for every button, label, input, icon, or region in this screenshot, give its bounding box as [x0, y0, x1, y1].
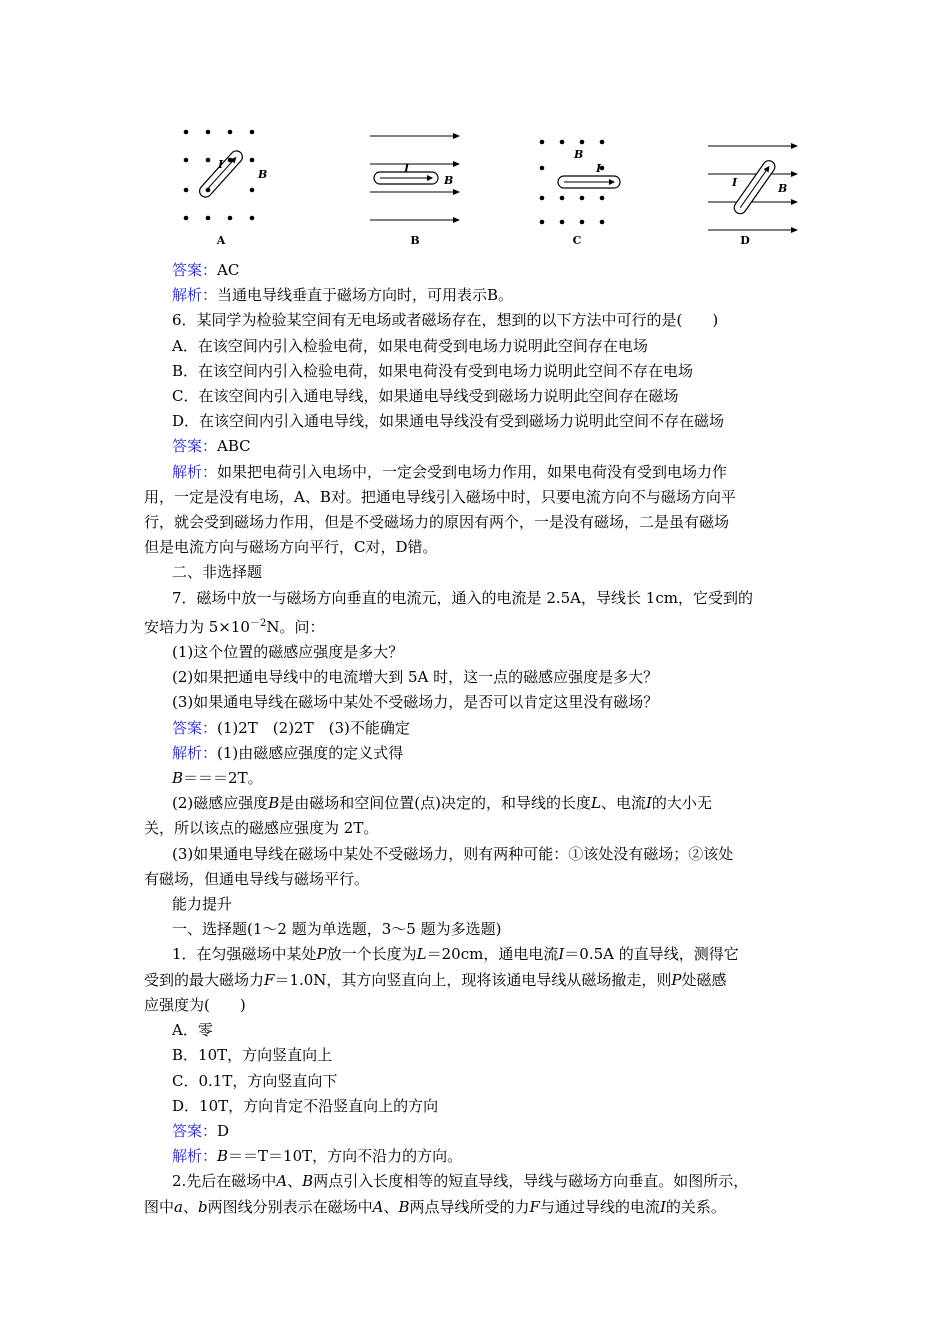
q7-sub-question-3: (3)如果通电导线在磁场中某处不受磁场力，是否可以肯定这里没有磁场？: [172, 693, 659, 712]
q6-option-a: A．在该空间内引入检验电荷，如果电荷受到电场力说明此空间存在电场: [172, 336, 648, 355]
p1-option-c: C．0.1T，方向竖直向下: [172, 1071, 338, 1090]
q7-sub-question-1: (1)这个位置的磁感应强度是多大？: [172, 643, 404, 662]
q6-option-d: D．在该空间内引入通电导线，如果通电导线没有受到磁场力说明此空间不存在磁场: [172, 412, 725, 431]
q6-analysis-line-2: 用，一定是没有电场，A、B对。把通电导线引入磁场中时，只要电流方向不与磁场方向平: [144, 487, 736, 506]
p1-option-d: D．10T，方向肯定不沿竖直向上的方向: [172, 1096, 439, 1115]
p1-stem-line-3: 应强度为( ): [144, 995, 246, 1014]
figure-c-caption: C: [572, 234, 582, 247]
p2-stem-line-2: 图中a、b两图线分别表示在磁场中A、B两点导线所受的力F与通过导线的电流I的关系。: [144, 1197, 726, 1216]
figure-c: [522, 118, 632, 258]
figure-a-field-label: B: [258, 168, 268, 181]
q6-analysis-line-3: 行，就会受到磁场力作用，但是不受磁场力的原因有两个，一是没有磁场，二是虽有磁场: [144, 513, 730, 532]
q6-option-b: B．在该空间内引入检验电荷，如果电荷没有受到电场力说明此空间不存在电场: [172, 361, 694, 380]
q6-analysis-line-4: 但是电流方向与磁场方向平行，C对，D错。: [144, 538, 438, 557]
figure-b-field-label: B: [444, 174, 454, 187]
figure-a: [166, 118, 276, 258]
q7-analysis-1: 解析：(1)由磁感应强度的定义式得: [172, 743, 404, 762]
figure-b: [360, 118, 470, 258]
figure-d: [690, 118, 800, 258]
p1-option-b: B．10T，方向竖直向上: [172, 1046, 333, 1065]
document-body: [144, 258, 814, 1220]
q7-answer: 答案：(1)2T (2)2T (3)不能确定: [172, 718, 410, 737]
figure-d-drawing: [690, 118, 800, 233]
p2-stem-line-1: 2.先后在磁场中A、B两点引入长度相等的短直导线，导线与磁场方向垂直。如图所示，: [172, 1172, 749, 1191]
q6-option-c: C．在该空间内引入通电导线，如果通电导线受到磁场力说明此空间存在磁场: [172, 387, 679, 406]
figure-b-current-label: I: [404, 162, 410, 175]
figure-a-caption: A: [216, 234, 226, 247]
q7-analysis-2-line-2: 关，所以该点的磁感应强度为 2T。: [144, 819, 379, 838]
q6-stem: 6．某同学为检验某空间有无电场或者磁场存在，想到的以下方法中可行的是( ): [172, 311, 719, 330]
q7-stem-line-2: 安培力为 $5\times 10^{-2}N$。问：: [144, 617, 325, 636]
q7-analysis-2-line-1: (2)磁感应强度B是由磁场和空间位置(点)决定的，和导线的长度L、电流I的大小无: [172, 794, 712, 813]
q6-analysis-line-1: 解析：如果把电荷引入电场中，一定会受到电场力作用，如果电荷没有受到电场力作: [172, 462, 728, 481]
q6-answer: 答案：ABC: [172, 437, 251, 456]
section-heading-ability: 能力提升: [172, 895, 233, 914]
section-heading-choice: 一、选择题(1～2 题为单选题，3～5 题为多选题): [172, 920, 502, 939]
figure-c-current-label: I: [596, 162, 602, 175]
figure-d-caption: D: [740, 234, 750, 247]
figure-d-field-label: B: [778, 182, 788, 195]
figure-c-drawing: [522, 118, 632, 233]
p1-stem-line-1: 1．在匀强磁场中某处P放一个长度为L＝20cm，通电电流I＝0.5A 的直导线，测得它: [172, 945, 739, 964]
p1-analysis: 解析：B＝＝T＝10T，方向不沿力的方向。: [172, 1147, 463, 1166]
q7-analysis-3-line-1: (3)如果通电导线在磁场中某处不受磁场力，则有两种可能：①该处没有磁场；②该处: [172, 844, 734, 863]
figure-a-current-label: I: [218, 158, 224, 171]
figure-d-current-label: I: [732, 176, 738, 189]
figure-b-drawing: [360, 118, 470, 233]
section-heading-non-choice: 二、非选择题: [172, 563, 263, 582]
q7-analysis-3-line-2: 有磁场，但通电导线与磁场平行。: [144, 869, 370, 888]
figure-c-field-label: B: [574, 148, 584, 161]
q5-analysis: 解析：当通电导线垂直于磁场方向时，可用表示B。: [172, 286, 514, 305]
q7-formula: B＝＝＝2T。: [172, 769, 263, 788]
p1-option-a: A．零: [172, 1021, 213, 1040]
figure-row: [160, 118, 800, 258]
p1-answer: 答案：D: [172, 1121, 230, 1140]
figure-b-caption: B: [410, 234, 420, 247]
q7-stem-line-1: 7．磁场中放一与磁场方向垂直的电流元，通入的电流是 2.5A，导线长 1cm，它受到的: [172, 588, 753, 607]
q5-answer: 答案：AC: [172, 261, 240, 279]
q7-sub-question-2: (2)如果把通电导线中的电流增大到 5A 时，这一点的磁感应强度是多大？: [172, 668, 659, 687]
p1-stem-line-2: 受到的最大磁场力F＝1.0N，其方向竖直向上，现将该通电导线从磁场撤走，则P处磁感: [144, 970, 727, 989]
